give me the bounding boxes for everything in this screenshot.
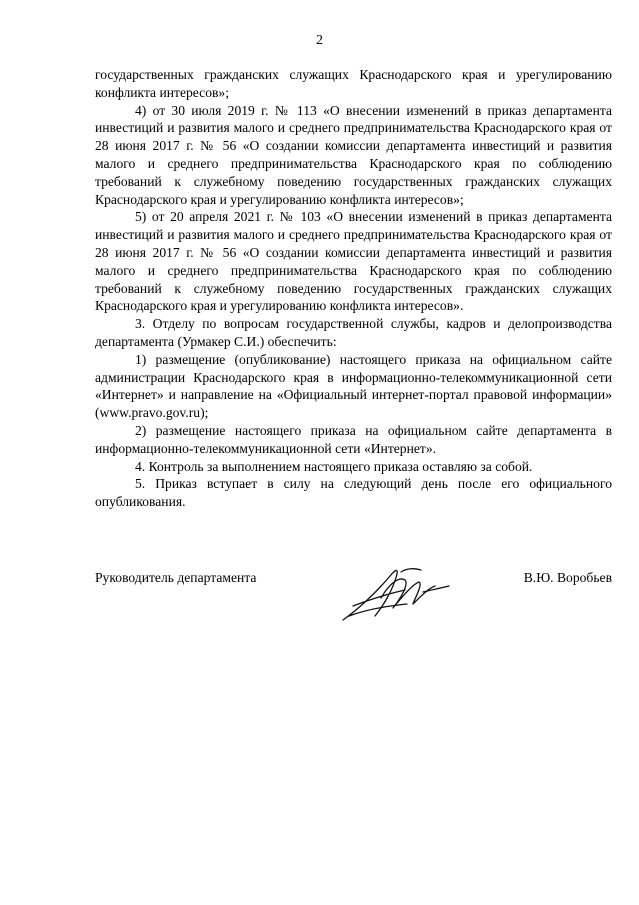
paragraph-subitem-2: 2) размещение настоящего приказа на официальном сайте департамента в информационно-телекоммуникационной сети «Интернет». [95, 422, 612, 456]
paragraph-section-5: 5. Приказ вступает в силу на следующий день после его официального опубликования. [95, 476, 612, 510]
paragraph-section-4: 4. Контроль за выполнением настоящего приказа оставляю за собой. [135, 458, 533, 474]
document-body [95, 66, 612, 511]
signatory-title: Руководитель департамента [95, 570, 257, 585]
paragraph-section-3: 3. Отделу по вопросам государственной службы, кадров и делопроизводства департамента (Урмакер С.И.) обеспечить: [95, 316, 612, 349]
handwritten-signature [335, 564, 455, 626]
paragraph-item-5: 5) от 20 апреля 2021 г. № 103 «О внесении изменений в приказ департамента инвестиций и развития малого и среднего предпринимательства Краснодарского края от 28 июня 2017 г. № 56 «О создании комиссии департамента инвестиций и развития малого и среднего предпринимательства Краснодарского края по соблюдению требований к служебному поведению государственных гражданских служащих Краснодарского края и урегулированию конфликта интересов». [95, 209, 612, 314]
paragraph-subitem-1: 1) размещение (опубликование) настоящего приказа на официальном сайте администрации Краснодарского края в информационно-телекоммуникационной сети «Интернет» и направление на «Официальный интернет-портал правовой информации» (www.pravo.gov.ru); [95, 351, 612, 421]
signatory-name: В.Ю. Воробьев [523, 570, 612, 585]
page-number: 2 [316, 33, 323, 48]
paragraph-continuation: государственных гражданских служащих Краснодарского края и урегулированию конфликта интересов»; [95, 67, 612, 100]
paragraph-item-4: 4) от 30 июля 2019 г. № 113 «О внесении изменений в приказ департамента инвестиций и развития малого и среднего предпринимательства Краснодарского края от 28 июня 2017 г. № 56 «О создании комиссии департамента инвестиций и развития малого и среднего предпринимательства Краснодарского края по соблюдению требований к служебному поведению государственных гражданских служащих Краснодарского края и урегулированию конфликта интересов»; [95, 102, 612, 207]
signature-block [95, 568, 612, 628]
